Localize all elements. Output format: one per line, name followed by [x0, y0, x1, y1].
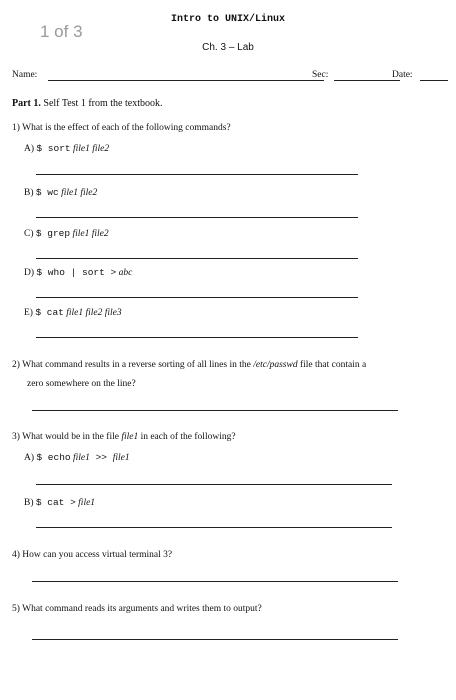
question-2-text-a: 2) What command results in a reverse sorting of all lines in the [12, 360, 254, 370]
question-2-path: /etc/passwd [253, 360, 298, 370]
answer-line-1e[interactable] [36, 337, 358, 338]
command-text: $ cat > [35, 497, 76, 508]
question-2-line2: zero somewhere on the line? [27, 379, 136, 389]
date-label: Date: [392, 70, 413, 80]
option-letter: B) [24, 498, 34, 508]
answer-line-4[interactable] [32, 581, 398, 582]
option-letter: A) [24, 144, 35, 154]
command-redirect: >> [89, 452, 113, 463]
question-1b [24, 187, 97, 198]
question-4: 4) How can you access virtual terminal 3? [12, 550, 173, 560]
part-heading [12, 98, 163, 109]
command-target: file1 [112, 453, 130, 463]
document-title: Intro to UNIX/Linux [170, 14, 286, 25]
command-text: $ cat [35, 307, 64, 318]
question-5: 5) What command reads its arguments and writes them to output? [12, 604, 262, 614]
command-args: file1 file2 [72, 229, 109, 239]
sec-field[interactable] [334, 80, 400, 81]
command-args: file1 file2 file3 [66, 308, 122, 318]
answer-line-1d[interactable] [36, 297, 358, 298]
command-args: file1 file2 [73, 144, 110, 154]
option-letter: C) [24, 229, 34, 239]
option-letter: A) [24, 453, 35, 463]
option-letter: D) [24, 268, 35, 278]
question-3-text-b: in each of the following? [138, 432, 236, 442]
question-3-text-a: 3) What would be in the file [12, 432, 122, 442]
option-letter: B) [24, 188, 34, 198]
answer-line-2[interactable] [32, 410, 398, 411]
command-args: file1 file2 [61, 188, 98, 198]
question-3 [12, 432, 236, 442]
command-args: abc [118, 268, 133, 278]
question-1: 1) What is the effect of each of the following commands? [12, 123, 231, 133]
command-text: $ sort [36, 143, 71, 154]
part-label: Part 1. [12, 98, 41, 109]
question-2 [12, 360, 366, 370]
command-text: $ wc [35, 187, 59, 198]
question-3b [24, 497, 95, 508]
question-1d [24, 267, 132, 278]
question-1a [24, 143, 109, 154]
command-text: $ who | sort > [36, 267, 117, 278]
part-text: Self Test 1 from the textbook. [40, 98, 163, 109]
answer-line-1b[interactable] [36, 217, 358, 218]
document-subtitle: Ch. 3 – Lab [202, 42, 254, 53]
name-field[interactable] [48, 80, 324, 81]
answer-line-1c[interactable] [36, 258, 358, 259]
command-text: $ grep [35, 228, 71, 239]
command-target: file1 [78, 498, 96, 508]
command-text: $ echo [36, 452, 71, 463]
name-label: Name: [12, 70, 38, 80]
question-1c [24, 228, 109, 239]
question-3a [24, 452, 130, 463]
question-2-text-b: file that contain a [297, 360, 367, 370]
sec-label: Sec: [312, 70, 329, 80]
student-info-row [12, 70, 448, 84]
question-1e [24, 307, 122, 318]
answer-line-3b[interactable] [36, 527, 392, 528]
question-3-file: file1 [121, 432, 139, 442]
answer-line-5[interactable] [32, 639, 398, 640]
answer-line-3a[interactable] [36, 484, 392, 485]
command-arg: file1 [73, 453, 90, 463]
option-letter: E) [24, 308, 33, 318]
date-field[interactable] [420, 80, 448, 81]
answer-line-1a[interactable] [36, 174, 358, 175]
page-indicator: 1 of 3 [40, 22, 83, 41]
